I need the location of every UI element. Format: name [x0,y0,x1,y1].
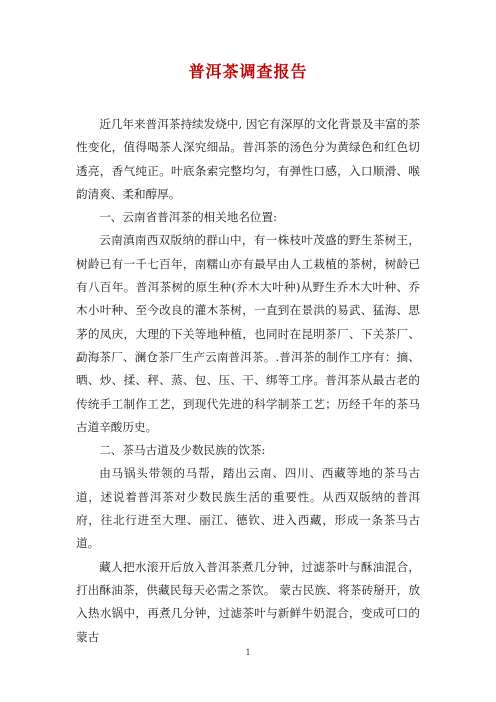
paragraph-intro: 近几年来普洱茶持续发烧中, 因它有深厚的文化背景及丰富的茶性变化，值得喝茶人深究细品。普洱茶的汤色分为黄绿色和红色切透亮，香气纯正。叶底条索完整均匀，有弹性口感，入口顺滑、喉韵清爽、柔和醇厚。 [76,117,420,201]
paragraph-ethnic-tea: 藏人把水滚开后放入普洱茶煮几分钟，过滤茶叶与酥油混合，打出酥油茶，供藏民每天必需之茶饮。 蒙古民族、将茶砖掰开，放入热水锅中，再煮几分钟，过滤茶叶与新鲜牛奶混合，变成可口的蒙古 [76,559,420,644]
section-heading-2: 二、茶马古道及少数民族的饮茶: [99,443,266,458]
paragraph-tea-horse-road: 由马锅头带领的马帮，踏出云南、四川、西藏等地的茶马古道，述说着普洱茶对少数民族生活的重要性。从西双版纳的普洱府，往北行进至大理、丽江、德钦、进入西藏，形成一条茶马古道。 [76,466,420,551]
page-number: 1 [245,648,251,657]
section-heading-1: 一、云南省普洱茶的相关地名位置: [99,210,278,225]
document-body [76,113,420,649]
paragraph-locations: 云南滇南西双版纳的群山中，有一株枝叶茂盛的野生茶树王，树龄已有一千七百年，南糯山亦有最早由人工栽植的茶树，树龄已有八百年。普洱茶树的原生种(乔木大叶种)从野生乔木大叶种、乔木小叶种、至今改良的灌木茶树，一直到在景洪的易武、猛海、思茅的凤庆，大理的下关等地种植，也同时在昆明茶厂、下关茶厂、勐海茶厂、澜仓茶厂生产云南普洱茶。.普洱茶的制作工序有：摘、晒、炒、揉、秤、蒸、包、压、干、绑等工序。普洱茶从最古老的传统手工制作工艺，到现代先进的科学制茶工艺；历经千年的茶马古道辛酸历史。 [76,233,420,434]
page-title: 普洱茶调查报告 [188,62,308,81]
